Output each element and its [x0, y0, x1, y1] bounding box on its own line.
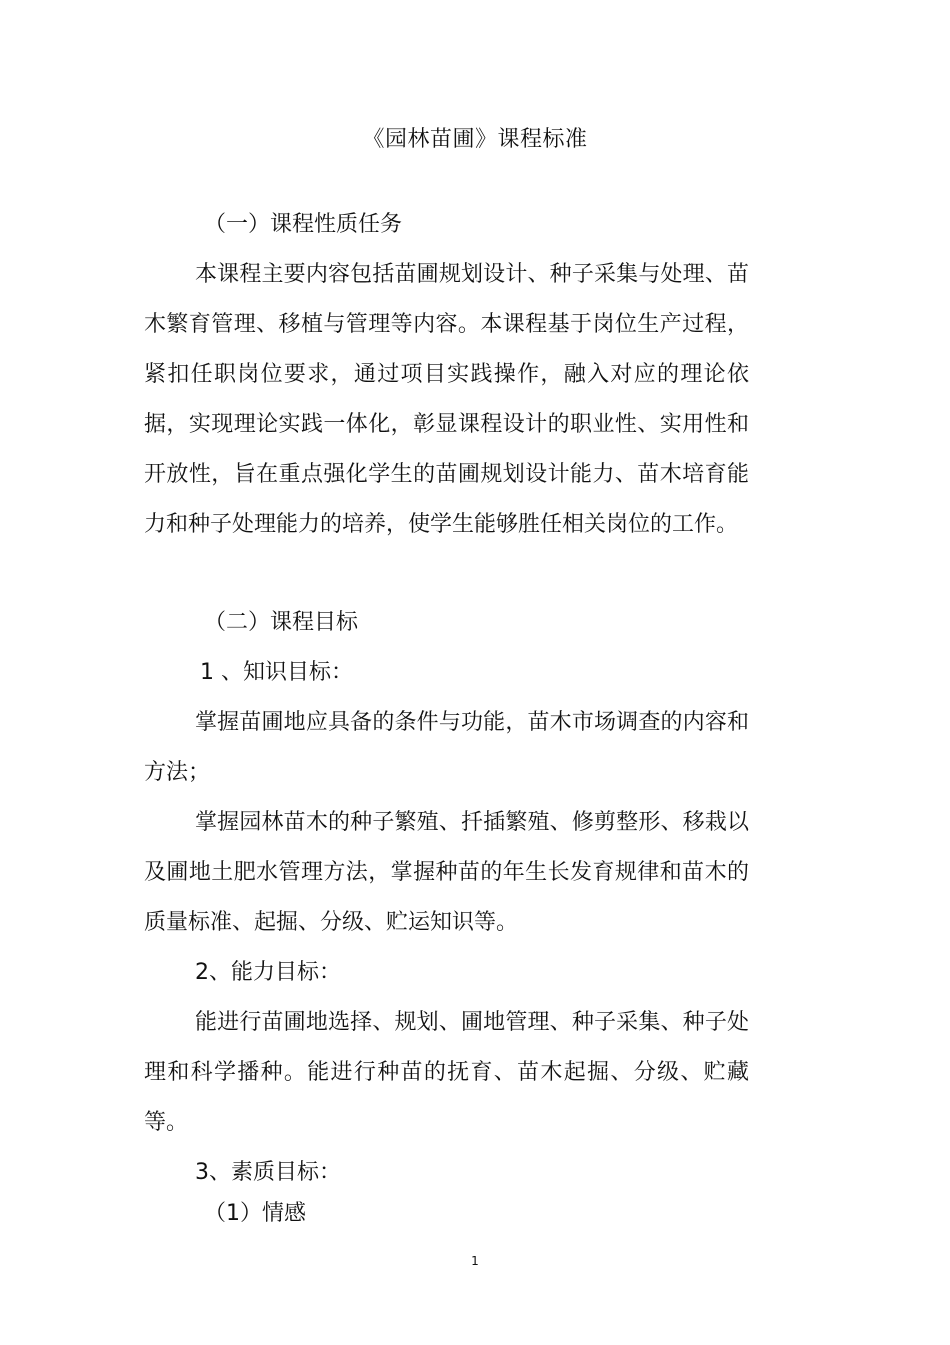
- section-heading-course-goals: （二）课程目标: [204, 610, 359, 635]
- section-heading-course-nature: （一）课程性质任务: [204, 212, 403, 237]
- page-number: 1: [471, 1254, 479, 1268]
- subheading-knowledge-goals: 1 、知识目标：: [200, 660, 353, 685]
- paragraph-course-nature: 本课程主要内容包括苗圃规划设计、种子采集与处理、苗木繁育管理、移植与管理等内容。本课程基于岗位生产过程，紧扣任职岗位要求，通过项目实践操作，融入对应的理论依据，实现理论实践一体化，彰显课程设计的职业性、实用性和开放性，旨在重点强化学生的苗圃规划设计能力、苗木培育能力和种子处理能力的培养，使学生能够胜任相关岗位的工作。: [144, 262, 749, 537]
- paragraph-ability: 能进行苗圃地选择、规划、圃地管理、种子采集、种子处理和科学播种。能进行种苗的抚育、苗木起掘、分级、贮藏等。: [144, 1010, 749, 1135]
- paragraph-knowledge-1: 掌握苗圃地应具备的条件与功能，苗木市场调查的内容和方法；: [144, 710, 749, 785]
- subheading-quality-goals: 3、素质目标：: [195, 1160, 341, 1185]
- paragraph-knowledge-2: 掌握园林苗木的种子繁殖、扦插繁殖、修剪整形、移栽以及圃地土肥水管理方法，掌握种苗的年生长发育规律和苗木的质量标准、起掘、分级、贮运知识等。: [144, 810, 749, 935]
- document-title: 《园林苗圃》课程标准: [362, 127, 588, 152]
- list-item-emotion: （1）情感: [204, 1201, 306, 1226]
- subheading-ability-goals: 2、能力目标：: [195, 960, 341, 985]
